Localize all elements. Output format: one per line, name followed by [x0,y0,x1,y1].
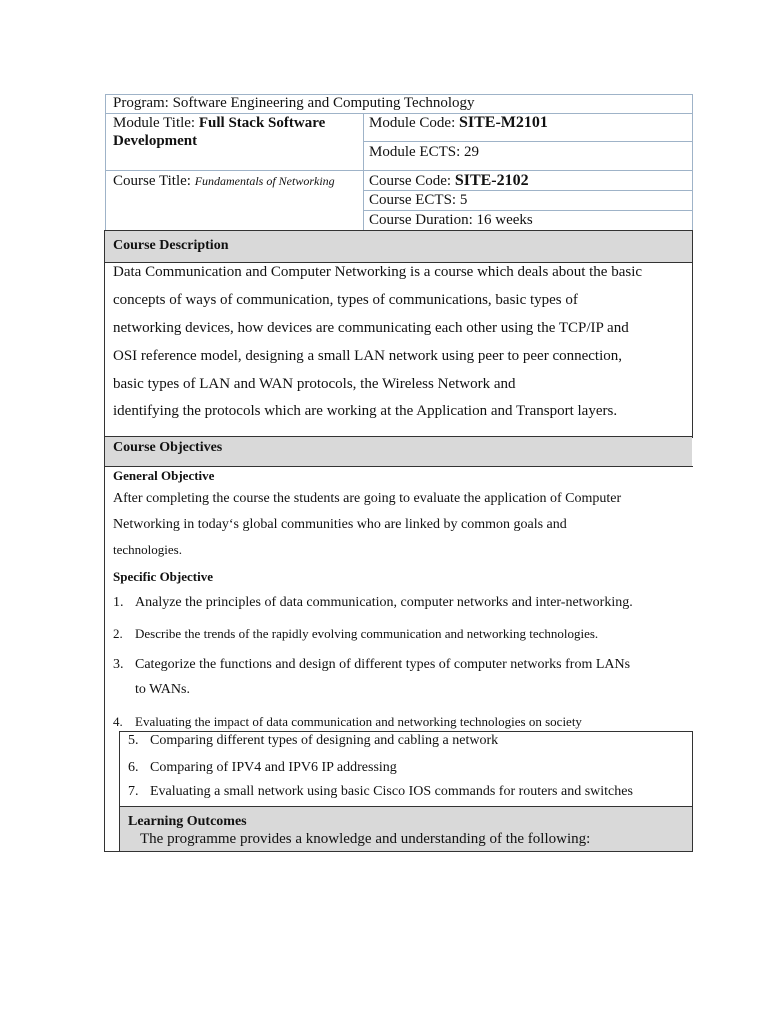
general-objective-line: After completing the course the students are going to evaluate the application of Computer [113,491,622,506]
description-line: identifying the protocols which are working at the Application and Transport layers. [113,403,618,419]
module-code-label: Module Code: [369,115,459,131]
description-heading: Course Description [113,238,229,253]
course-code-label: Course Code: [369,173,455,189]
objective-item [113,595,633,611]
general-objective-heading: General Objective [113,468,215,483]
objective-number: 5. [128,733,139,748]
module-code [369,113,548,133]
objective-item [113,626,599,642]
module-title-value: Full Stack Software [198,115,326,131]
objective-text: Categorize the functions and design of different types of computer networks from LANs [135,657,631,672]
objective-number: 7. [128,784,139,799]
course-title [113,172,335,191]
objective-text: Evaluating the impact of data communication and networking technologies on society [135,714,582,729]
description-line: concepts of ways of communication, types of communications, basic types of [113,292,578,308]
objective-item [128,760,397,776]
description-line: basic types of LAN and WAN protocols, the Wireless Network and [113,376,516,392]
objective-item-continued: to WANs. [135,682,190,697]
description-line: Data Communication and Computer Networking is a course which deals about the basic [113,264,643,280]
module-title-label: Module Title: [113,115,199,131]
course-ects: Course ECTS: 5 [369,192,468,208]
objectives-heading: Course Objectives [113,440,223,455]
objective-number: 3. [113,657,124,672]
objective-text: Describe the trends of the rapidly evolving communication and networking technologies. [135,626,599,641]
objective-item [128,733,499,749]
course-code-value: SITE-2102 [454,172,529,189]
general-objective-line: Networking in today‘s global communities who are linked by common goals and [113,517,567,532]
objective-number: 1. [113,595,124,610]
objective-number: 4. [113,714,123,729]
course-title-value: Fundamentals of Networking [194,174,335,188]
program-title: Program: Software Engineering and Computing Technology [113,95,475,111]
course-title-label: Course Title: [113,173,195,189]
objective-text: Comparing different types of designing and cabling a network [150,733,499,748]
module-ects: Module ECTS: 29 [369,144,480,160]
general-objective-line: technologies. [113,542,182,557]
objective-item [113,714,582,730]
course-duration: Course Duration: 16 weeks [369,212,533,228]
description-line: networking devices, how devices are communicating each other using the TCP/IP and [113,320,629,336]
outcomes-heading: Learning Outcomes [128,814,247,829]
objective-number: 2. [113,626,123,641]
objective-text: Comparing of IPV4 and IPV6 IP addressing [150,760,397,775]
description-line: OSI reference model, designing a small LAN network using peer to peer connection, [113,348,623,364]
objective-number: 6. [128,760,139,775]
objective-text: Analyze the principles of data communication, computer networks and inter-networking. [135,595,633,610]
module-title [113,114,325,133]
objective-text: Evaluating a small network using basic Cisco IOS commands for routers and switches [150,784,633,799]
module-code-value: SITE-M2101 [459,114,548,131]
course-code [369,171,529,191]
module-title-value-line2: Development [113,133,198,149]
objective-item [113,657,631,673]
objective-item [128,784,633,800]
outcomes-intro: The programme provides a knowledge and understanding of the following: [140,831,591,847]
specific-objective-heading: Specific Objective [113,569,213,584]
